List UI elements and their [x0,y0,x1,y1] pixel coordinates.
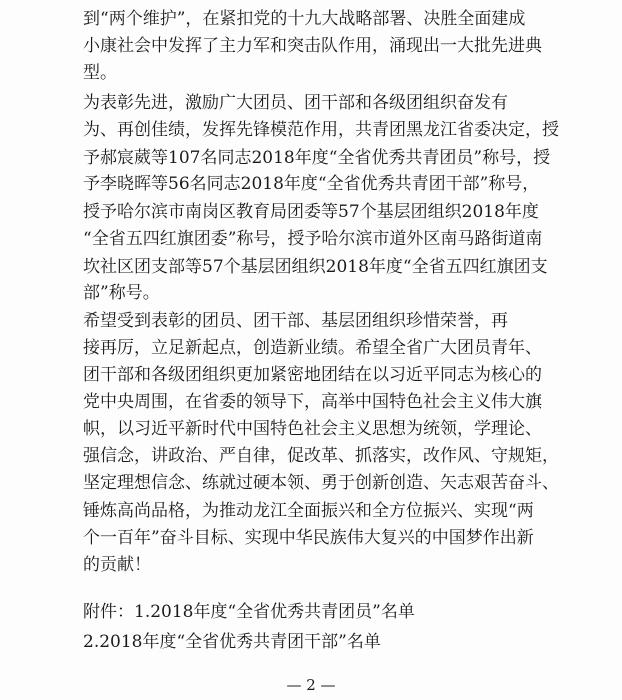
body-line: 小康社会中发挥了主力军和突击队作用，涌现出一大批先进典 [83,36,542,56]
body-line: 帜，以习近平新时代中国特色社会主义思想为统领，学理论、 [83,419,542,439]
body-line: 予郝宸葳等107名同志2018年度“全省优秀共青团员”称号，授 [83,148,551,168]
body-line: 授予哈尔滨市南岗区教育局团委等57个基层团组织2018年度 [83,202,539,222]
body-line: 为、再创佳绩，发挥先锋模范作用，共青团黑龙江省委决定，授 [83,120,559,140]
body-line: 强信念，讲政治、严自律，促改革、抓落实，改作风、守规矩， [83,446,559,466]
body-line: 党中央周围，在省委的领导下，高举中国特色社会主义伟大旗 [83,392,542,412]
body-line: 到“两个维护”，在紧扣党的十九大战略部署、决胜全面建成 [83,9,526,29]
body-line: 团干部和各级团组织更加紧密地团结在以习近平同志为核心的 [83,365,542,385]
body-line: 锤炼高尚品格，为推动龙江全面振兴和全方位振兴、实现“两 [83,501,534,521]
attachment-line: 附件：1.2018年度“全省优秀共青团员”名单 [83,602,415,622]
body-line: 个一百年”奋斗目标、实现中华民族伟大复兴的中国梦作出新 [83,528,534,548]
body-line: 部”称号。 [83,283,160,303]
body-line: 坚定理想信念、练就过硬本领、勇于创新创造、矢志艰苦奋斗、 [83,473,559,493]
page-number: — 2 — [286,676,336,694]
body-line: 为表彰先进，激励广大团员、团干部和各级团组织奋发有 [83,93,508,113]
body-line: 希望受到表彰的团员、团干部、基层团组织珍惜荣誉，再 [83,311,508,331]
body-line: “全省五四红旗团委”称号，授予哈尔滨市道外区南马路街道南 [83,229,543,249]
body-line: 的贡献！ [83,555,151,575]
body-line: 予李晓晖等56名同志2018年度“全省优秀共青团干部”称号， [83,174,540,194]
attachment-line: 2.2018年度“全省优秀共青团干部”名单 [83,632,381,652]
body-line: 坎社区团支部等57个基层团组织2018年度“全省五四红旗团支 [83,257,548,277]
body-line: 型。 [83,63,117,83]
body-line: 接再厉，立足新起点，创造新业绩。希望全省广大团员青年、 [83,338,542,358]
